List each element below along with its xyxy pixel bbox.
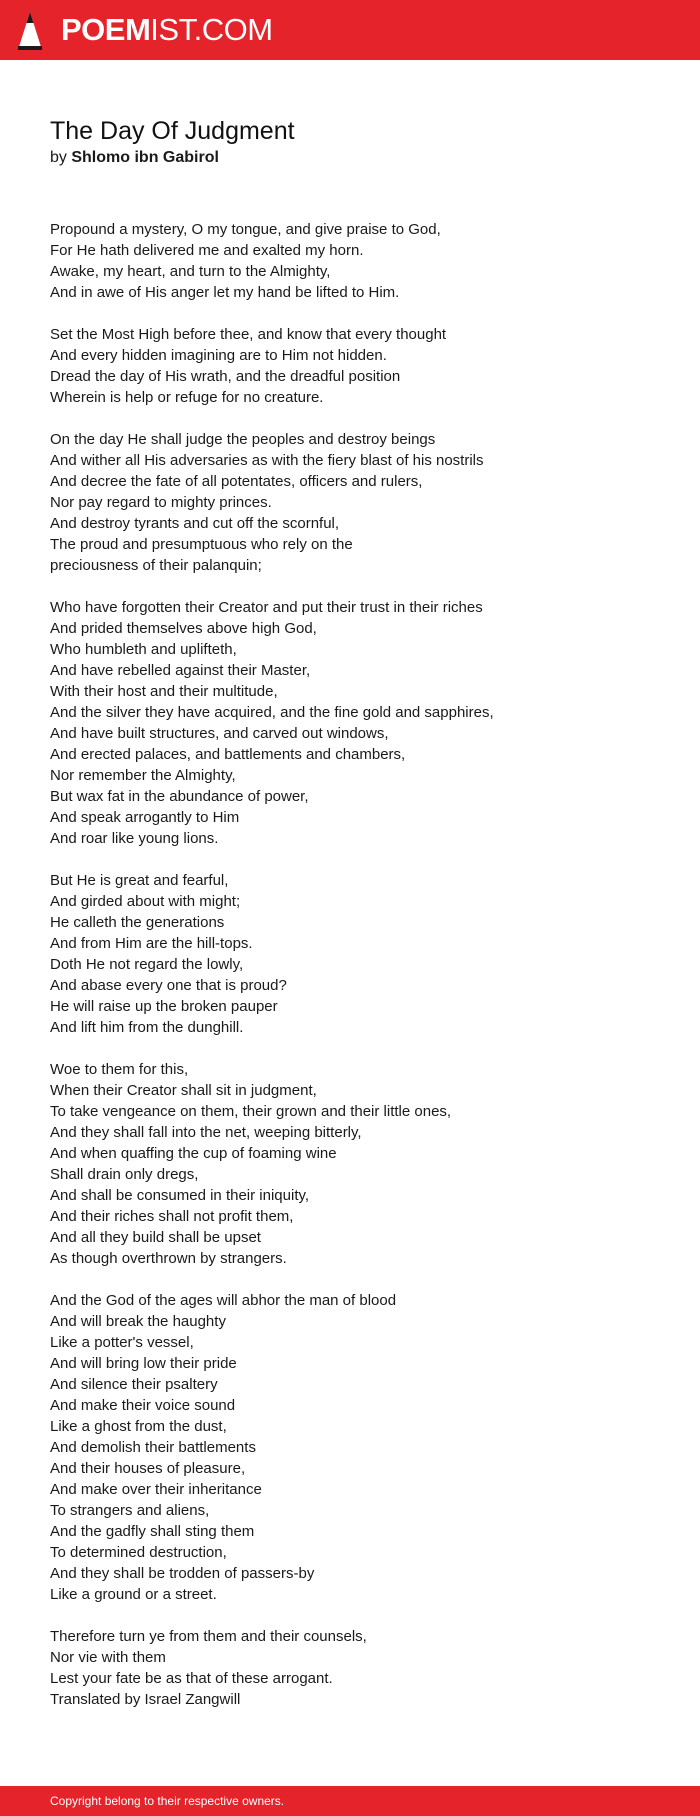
poem-line: And all they build shall be upset [50, 1229, 261, 1246]
poem-stanza [50, 1290, 670, 1605]
site-header [0, 0, 700, 60]
poem-line: For He hath delivered me and exalted my horn. [50, 242, 364, 259]
poem-line: And their riches shall not profit them, [50, 1208, 294, 1225]
poem-line: Who have forgotten their Creator and put their trust in their riches [50, 599, 483, 616]
poem-line: And decree the fate of all potentates, officers and rulers, [50, 473, 423, 490]
poem-line: And the silver they have acquired, and the fine gold and sapphires, [50, 704, 494, 721]
poem-line: And have built structures, and carved out windows, [50, 725, 389, 742]
poem-line: To determined destruction, [50, 1544, 227, 1561]
copyright-text: Copyright belong to their respective owners. [50, 1794, 285, 1808]
poem-line: But He is great and fearful, [50, 872, 229, 889]
poem-line: And their houses of pleasure, [50, 1460, 246, 1477]
poem-line: And when quaffing the cup of foaming wine [50, 1145, 337, 1162]
poem-line: And girded about with might; [50, 893, 241, 910]
poem-line: preciousness of their palanquin; [50, 557, 262, 574]
poem-line: Who humbleth and uplifteth, [50, 641, 237, 658]
poem-line: Like a ghost from the dust, [50, 1418, 227, 1435]
poem-line: Shall drain only dregs, [50, 1166, 199, 1183]
poem-line: Woe to them for this, [50, 1061, 189, 1078]
poem-line: And wither all His adversaries as with the fiery blast of his nostrils [50, 452, 484, 469]
poem-stanza [50, 1626, 670, 1710]
pencil-tip-icon[interactable] [16, 10, 44, 52]
poem-line: Dread the day of His wrath, and the dreadful position [50, 368, 401, 385]
poem-line: Translated by Israel Zangwill [50, 1691, 241, 1708]
poem-body [50, 219, 670, 1731]
poem-line: And they shall fall into the net, weeping bitterly, [50, 1124, 362, 1141]
poem-stanza [50, 1059, 670, 1269]
site-footer [0, 1786, 700, 1816]
poem-line: And in awe of His anger let my hand be lifted to Him. [50, 284, 400, 301]
poem-line: Nor remember the Almighty, [50, 767, 236, 784]
poem-line: Set the Most High before thee, and know that every thought [50, 326, 447, 343]
poem-line: Therefore turn ye from them and their counsels, [50, 1628, 367, 1645]
poem-line: Wherein is help or refuge for no creature. [50, 389, 324, 406]
poem-line: To strangers and aliens, [50, 1502, 210, 1519]
poem-line: And make over their inheritance [50, 1481, 262, 1498]
poem-stanza [50, 870, 670, 1038]
logo-strong-text: POEM [61, 12, 151, 47]
poem-stanza [50, 324, 670, 408]
poem-line: And destroy tyrants and cut off the scornful, [50, 515, 340, 532]
poem-line: And prided themselves above high God, [50, 620, 317, 637]
poem-line: Like a ground or a street. [50, 1586, 217, 1603]
poem-line: Awake, my heart, and turn to the Almighty, [50, 263, 331, 280]
poem-line: The proud and presumptuous who rely on the [50, 536, 353, 553]
poem-line: Lest your fate be as that of these arrogant. [50, 1670, 333, 1687]
poem-line: To take vengeance on them, their grown and their little ones, [50, 1103, 452, 1120]
poem-line: Like a potter's vessel, [50, 1334, 194, 1351]
poem-line: And demolish their battlements [50, 1439, 256, 1456]
poem-line: He will raise up the broken pauper [50, 998, 278, 1015]
poem-line: Nor vie with them [50, 1649, 166, 1666]
poem-line: Doth He not regard the lowly, [50, 956, 244, 973]
poem-line: And will bring low their pride [50, 1355, 237, 1372]
poem-line: He calleth the generations [50, 914, 225, 931]
poem-line: And shall be consumed in their iniquity, [50, 1187, 310, 1204]
author-name: Shlomo ibn Gabirol [71, 149, 219, 166]
poem-line: And make their voice sound [50, 1397, 236, 1414]
byline-prefix: by [50, 149, 67, 166]
poem-line: And from Him are the hill-tops. [50, 935, 253, 952]
poem-line: But wax fat in the abundance of power, [50, 788, 309, 805]
site-logo[interactable] [61, 12, 273, 48]
poem-line: And the gadfly shall sting them [50, 1523, 255, 1540]
poem-line: And they shall be trodden of passers-by [50, 1565, 315, 1582]
poem-stanza [50, 429, 670, 576]
poem-line: And the God of the ages will abhor the man of blood [50, 1292, 397, 1309]
poem-line: Nor pay regard to mighty princes. [50, 494, 272, 511]
poem-title: The Day Of Judgment [50, 117, 295, 145]
poem-line: As though overthrown by strangers. [50, 1250, 287, 1267]
poem-line: When their Creator shall sit in judgment, [50, 1082, 317, 1099]
poem-line: And abase every one that is proud? [50, 977, 287, 994]
poem-line: And every hidden imagining are to Him not hidden. [50, 347, 387, 364]
poem-line: And will break the haughty [50, 1313, 226, 1330]
poem-stanza [50, 219, 670, 303]
poem-line: With their host and their multitude, [50, 683, 278, 700]
poem-line: And roar like young lions. [50, 830, 219, 847]
byline [50, 148, 219, 168]
poem-stanza [50, 597, 670, 849]
poem-line: And lift him from the dunghill. [50, 1019, 244, 1036]
poem-line: And speak arrogantly to Him [50, 809, 240, 826]
poem-line: On the day He shall judge the peoples and destroy beings [50, 431, 436, 448]
logo-light-text: IST.COM [150, 12, 273, 47]
poem-line: Propound a mystery, O my tongue, and give praise to God, [50, 221, 441, 238]
poem-line: And have rebelled against their Master, [50, 662, 311, 679]
poem-line: And silence their psaltery [50, 1376, 218, 1393]
poem-line: And erected palaces, and battlements and chambers, [50, 746, 406, 763]
